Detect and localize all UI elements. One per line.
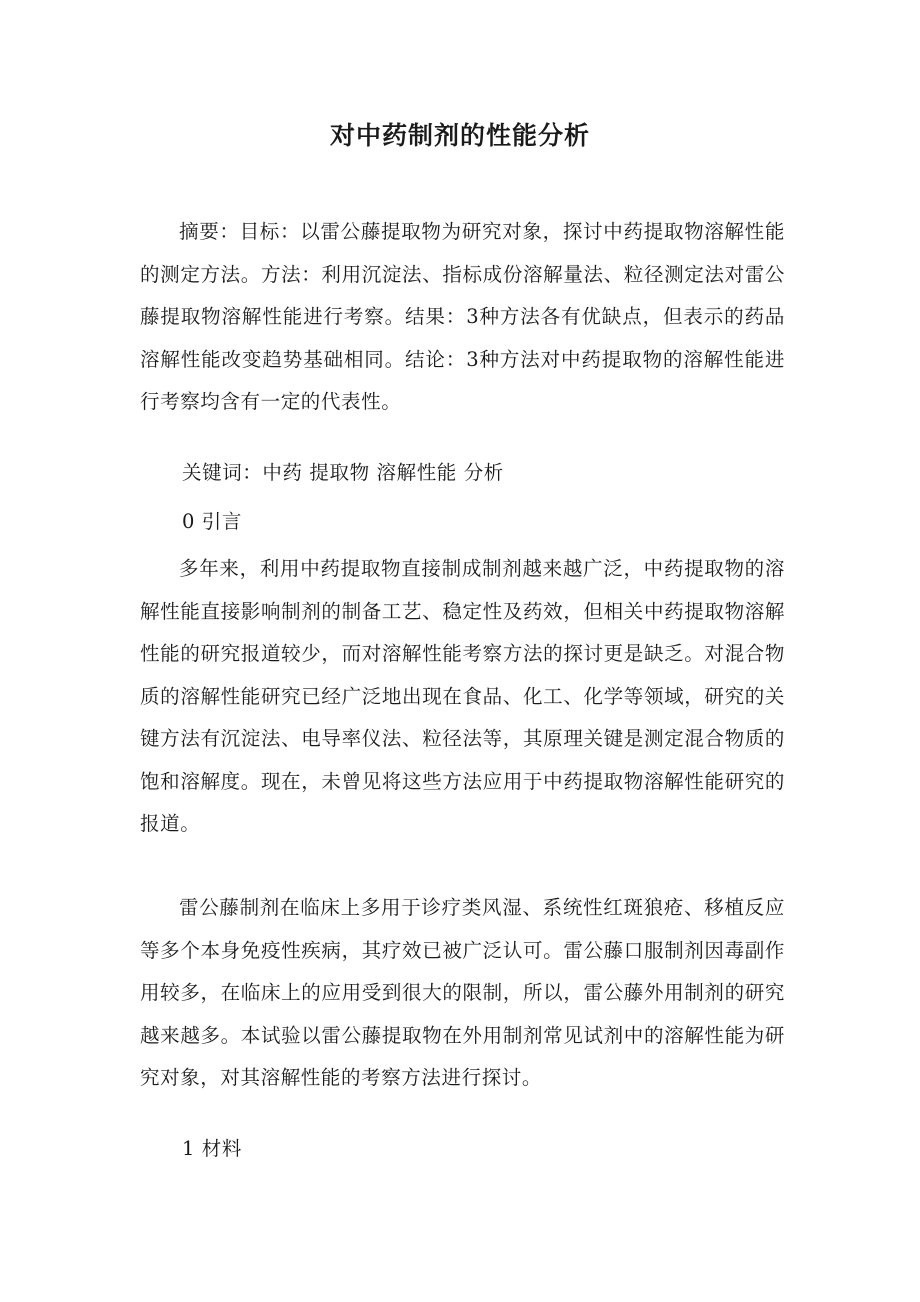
body-paragraph-1: 多年来，利用中药提取物直接制成制剂越来越广泛，中药提取物的溶解性能直接影响制剂的制备工艺、稳定性及药效，但相关中药提取物溶解性能的研究报道较少，而对溶解性能考察方法的探讨更是缺乏。对混合物质的溶解性能研究已经广泛地出现在食品、化工、化学等领域，研究的关键方法有沉淀法、电导率仪法、粒径法等，其原理关键是测定混合物质的饱和溶解度。现在，未曾见将这些方法应用于中药提取物溶解性能研究的报道。 bbox=[140, 557, 785, 835]
abstract-paragraph: 摘要：目标：以雷公藤提取物为研究对象，探讨中药提取物溶解性能的测定方法。方法：利用沉淀法、指标成份溶解量法、粒径测定法对雷公藤提取物溶解性能进行考察。结果：3种方法各有优缺点，但表示的药品溶解性能改变趋势基础相同。结论：3种方法对中药提取物的溶解性能进行考察均含有一定的代表性。 bbox=[140, 220, 785, 413]
section-heading-introduction: 0 引言 bbox=[182, 510, 243, 533]
section-heading-materials: 1 材料 bbox=[182, 1137, 243, 1160]
body-paragraph-2: 雷公藤制剂在临床上多用于诊疗类风湿、系统性红斑狼疮、移植反应等多个本身免疫性疾病，其疗效已被广泛认可。雷公藤口服制剂因毒副作用较多，在临床上的应用受到很大的限制，所以，雷公藤外用制剂的研究越来越多。本试验以雷公藤提取物在外用制剂常见试剂中的溶解性能为研究对象，对其溶解性能的考察方法进行探讨。 bbox=[140, 896, 785, 1089]
keywords-line: 关键词：中药 提取物 溶解性能 分析 bbox=[182, 461, 504, 484]
document-title: 对中药制剂的性能分析 bbox=[329, 121, 590, 150]
